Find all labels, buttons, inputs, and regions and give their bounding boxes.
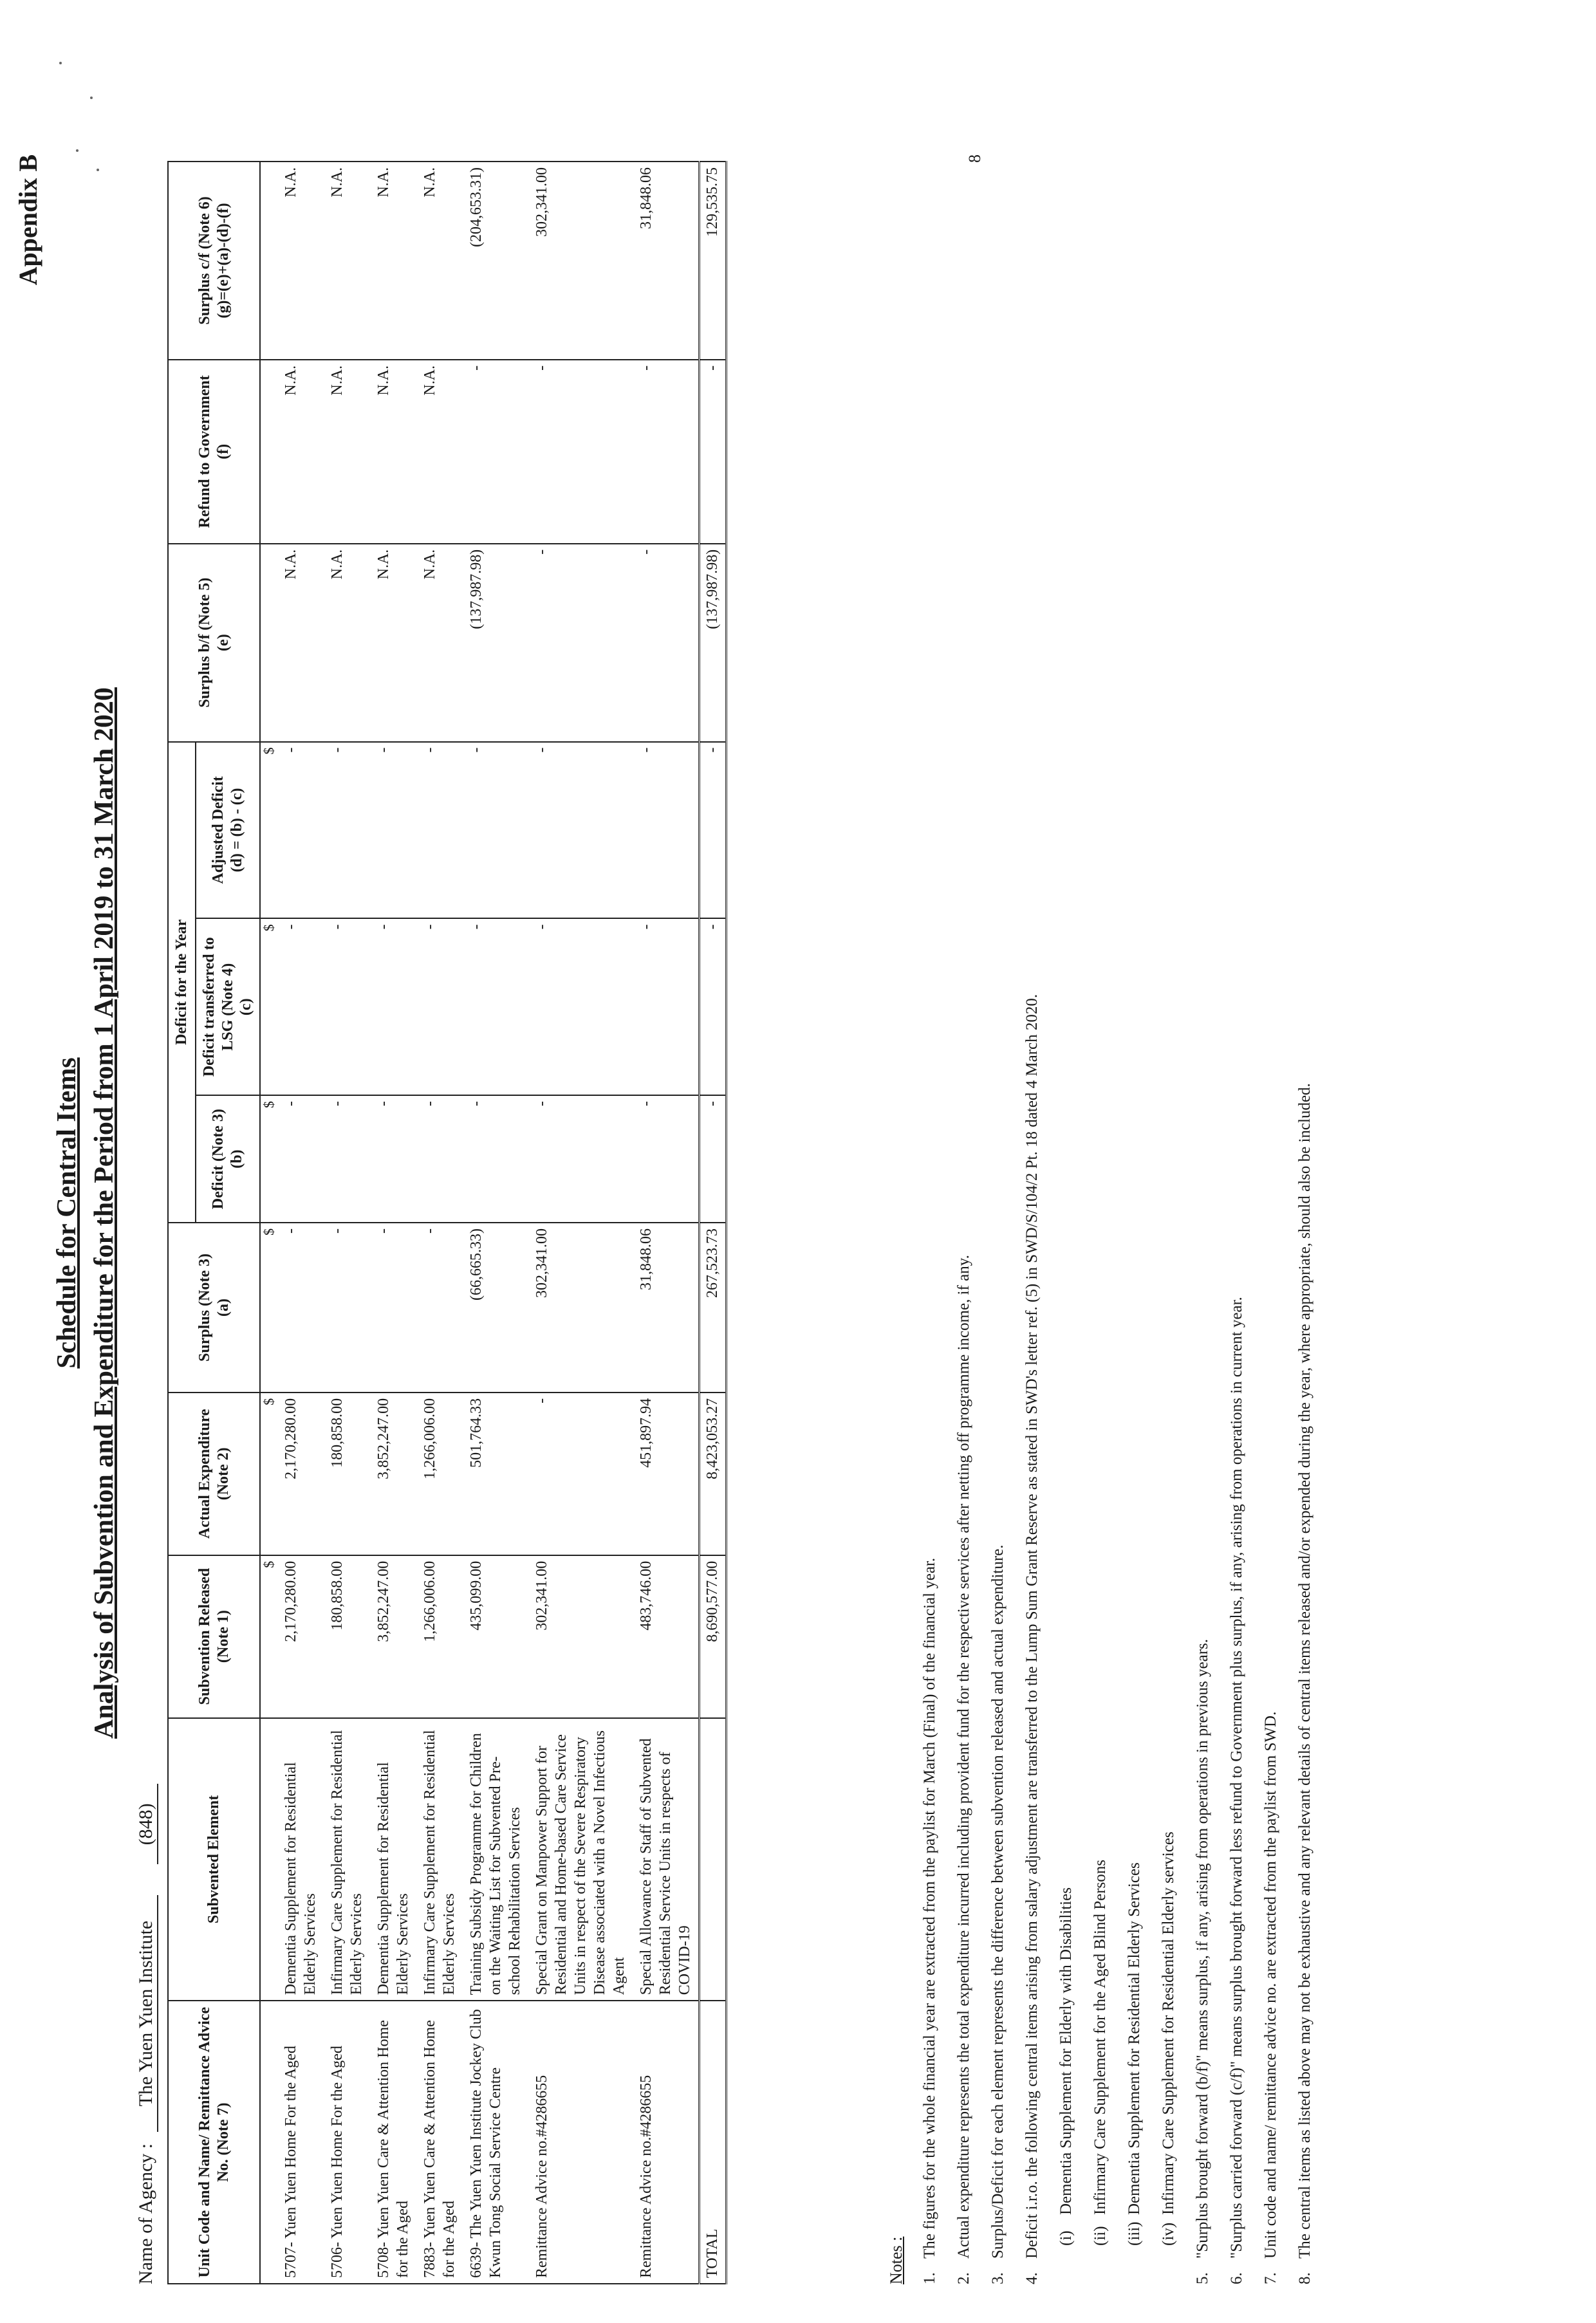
total-expenditure: 8,423,053.27	[700, 1393, 727, 1555]
notes-list	[922, 161, 1313, 2284]
note-subitem	[1160, 161, 1176, 2246]
note-item	[1024, 161, 1040, 2284]
cell-surplus-cf: (204,653.31)	[463, 162, 528, 360]
adjusted-code: (d) = (b) - (c)	[228, 788, 245, 873]
cell-surplus: 31,848.06	[633, 1223, 700, 1393]
note-item	[1297, 161, 1313, 2284]
note-item	[922, 161, 938, 2284]
deficit-label: Deficit (Note 3)	[210, 1109, 227, 1210]
surplus-label: Surplus (Note 3)	[196, 1253, 213, 1362]
scan-speck	[59, 62, 62, 64]
cell-adjusted: -	[277, 742, 324, 919]
empty-cell	[260, 360, 277, 544]
cell-unit: 5707- Yuen Yuen Home For the Aged	[277, 2001, 324, 2284]
document-header	[13, 103, 161, 2323]
agency-name: The Yuen Yuen Institute	[135, 1895, 158, 2133]
col-surplus-header	[168, 1223, 260, 1393]
cell-subvention: 483,746.00	[633, 1555, 700, 1718]
note-subitem-text: Dementia Supplement for Residential Elderly Services	[1126, 1862, 1143, 2215]
note-item-text: "Surplus brought forward (b/f)" means surplus, if any, arising from operations in previous years.	[1194, 1638, 1211, 2259]
cell-unit: Remittance Advice no.#4286655	[528, 2001, 633, 2284]
cell-expenditure: 1,266,006.00	[416, 1393, 463, 1555]
cell-refund: N.A.	[370, 360, 416, 544]
note-subitem-number: (ii)	[1091, 2226, 1109, 2246]
note-item-text: Actual expenditure represents the total expenditure incurred including provident fund for the respective services after netting off programme income, if any.	[955, 1255, 972, 2259]
cell-deficit: -	[370, 1095, 416, 1223]
rotated-page	[13, 103, 1339, 2323]
cell-transferred: -	[277, 918, 324, 1095]
surplus-cf-code: (g)=(e)+(a)-(d)-(f)	[214, 203, 232, 319]
note-item-number: 8.	[1296, 2272, 1313, 2284]
cell-element: Special Grant on Manpower Support for Residential and Home-based Care Service Units in respect of the Severe Respiratory Disease associated with a Novel Infectious Agent	[528, 1718, 633, 2001]
cell-adjusted: -	[463, 742, 528, 919]
cell-refund: N.A.	[277, 360, 324, 544]
cell-adjusted: -	[528, 742, 633, 919]
surplus-cf-label: Surplus c/f (Note 6)	[196, 196, 213, 325]
agency-label: Name of Agency :	[135, 2143, 156, 2284]
cell-adjusted: -	[324, 742, 370, 919]
note-item-number: 5.	[1194, 2272, 1211, 2284]
cell-deficit: -	[463, 1095, 528, 1223]
col-transferred-header	[196, 918, 260, 1095]
note-item	[956, 161, 972, 2284]
cell-adjusted: -	[370, 742, 416, 919]
cell-surplus-cf: 31,848.06	[633, 162, 700, 360]
transferred-label: Deficit transferred to LSG (Note 4)	[200, 937, 236, 1077]
cell-refund: -	[528, 360, 633, 544]
currency-symbol: $	[260, 1223, 277, 1393]
note-item-number: 7.	[1262, 2272, 1279, 2284]
cell-transferred: -	[463, 918, 528, 1095]
total-adjusted: -	[700, 742, 727, 919]
currency-row	[260, 162, 277, 2284]
table-row	[416, 162, 463, 2284]
col-deficit-header	[196, 1095, 260, 1223]
note-item-text: Deficit i.r.o. the following central items arising from salary adjustment are transferred to the Lump Sum Grant Reserve as stated in SWD's letter ref. (5) in SWD/S/104/2 Pt. 18 dated 4 March 2020.	[1023, 994, 1041, 2259]
cell-element: Special Allowance for Staff of Subvented Residential Service Units in respects of COVID-19	[633, 1718, 700, 2001]
transferred-code: (c)	[237, 998, 255, 1016]
cell-subvention: 302,341.00	[528, 1555, 633, 1718]
currency-symbol: $	[260, 742, 277, 919]
schedule-title: Schedule for Central Items	[52, 1057, 82, 1369]
col-element-header: Subvented Element	[168, 1718, 260, 2001]
cell-deficit: -	[528, 1095, 633, 1223]
col-subvention-header: Subvention Released (Note 1)	[168, 1555, 260, 1718]
note-subitem-number: (iv)	[1160, 2222, 1177, 2246]
note-item-text: Unit code and name/ remittance advice no. are extracted from the paylist from SWD.	[1262, 1711, 1279, 2259]
cell-transferred: -	[324, 918, 370, 1095]
note-subitem-text: Dementia Supplement for Elderly with Disabilities	[1057, 1887, 1075, 2215]
cell-subvention: 3,852,247.00	[370, 1555, 416, 1718]
col-refund-header	[168, 360, 260, 544]
table-row	[463, 162, 528, 2284]
total-refund: -	[700, 360, 727, 544]
table-body	[260, 162, 700, 2284]
note-subitem	[1126, 161, 1142, 2246]
cell-element: Dementia Supplement for Residential Elderly Services	[277, 1718, 324, 2001]
cell-unit: 5706- Yuen Yuen Home For the Aged	[324, 2001, 370, 2284]
cell-unit: 5708- Yuen Yuen Care & Attention Home for the Aged	[370, 2001, 416, 2284]
note-item-text: Surplus/Deficit for each element represents the difference between subvention released and actual expenditure.	[989, 1544, 1007, 2259]
empty-cell	[260, 2001, 277, 2284]
agency-code: (848)	[135, 1784, 158, 1864]
cell-transferred: -	[416, 918, 463, 1095]
cell-surplus-bf: -	[633, 544, 700, 742]
total-subvention: 8,690,577.00	[700, 1555, 727, 1718]
cell-expenditure: 3,852,247.00	[370, 1393, 416, 1555]
cell-unit: Remittance Advice no.#4286655	[633, 2001, 700, 2284]
refund-code: (f)	[214, 443, 232, 459]
deficit-group-header: Deficit for the Year	[168, 742, 196, 1223]
header-row-1	[168, 162, 196, 2284]
note-item-text: The figures for the whole financial year are extracted from the paylist for March (Final) of the financial year.	[921, 1557, 938, 2259]
col-surplus-bf-header	[168, 544, 260, 742]
cell-unit: 7883- Yuen Yuen Care & Attention Home for the Aged	[416, 2001, 463, 2284]
currency-symbol: $	[260, 1095, 277, 1223]
cell-surplus-bf: N.A.	[416, 544, 463, 742]
cell-surplus-cf: N.A.	[416, 162, 463, 360]
note-item-number: 6.	[1228, 2272, 1245, 2284]
cell-surplus: (66,665.33)	[463, 1223, 528, 1393]
note-item-number: 1.	[921, 2272, 938, 2284]
note-item-number: 2.	[955, 2272, 972, 2284]
total-surplus: 267,523.73	[700, 1223, 727, 1393]
cell-surplus: -	[277, 1223, 324, 1393]
cell-subvention: 435,099.00	[463, 1555, 528, 1718]
cell-surplus: -	[370, 1223, 416, 1393]
cell-surplus-bf: N.A.	[370, 544, 416, 742]
empty-cell	[260, 544, 277, 742]
note-subitem	[1058, 161, 1074, 2246]
cell-unit: 6639- The Yuen Yuen Institute Jockey Club Kwun Tong Social Service Centre	[463, 2001, 528, 2284]
surplus-bf-code: (e)	[214, 634, 232, 651]
cell-adjusted: -	[633, 742, 700, 919]
table-row	[370, 162, 416, 2284]
cell-subvention: 1,266,006.00	[416, 1555, 463, 1718]
col-surplus-cf-header	[168, 162, 260, 360]
total-transferred: -	[700, 918, 727, 1095]
note-subitem	[1092, 161, 1108, 2246]
page-number: 8	[965, 154, 984, 163]
col-unit-header: Unit Code and Name/ Remittance Advice No. (Note 7)	[168, 2001, 260, 2284]
cell-expenditure: 501,764.33	[463, 1393, 528, 1555]
note-item	[1194, 161, 1211, 2284]
cell-transferred: -	[370, 918, 416, 1095]
cell-surplus: 302,341.00	[528, 1223, 633, 1393]
table-row	[277, 162, 324, 2284]
notes-section	[888, 161, 1331, 2284]
cell-surplus-bf: N.A.	[277, 544, 324, 742]
total-row	[700, 162, 727, 2284]
cell-refund: -	[633, 360, 700, 544]
cell-subvention: 2,170,280.00	[277, 1555, 324, 1718]
currency-symbol: $	[260, 918, 277, 1095]
cell-surplus-bf: N.A.	[324, 544, 370, 742]
cell-deficit: -	[277, 1095, 324, 1223]
cell-surplus: -	[324, 1223, 370, 1393]
cell-surplus-cf: N.A.	[370, 162, 416, 360]
cell-deficit: -	[416, 1095, 463, 1223]
cell-refund: N.A.	[416, 360, 463, 544]
surplus-bf-label: Surplus b/f (Note 5)	[196, 577, 213, 708]
cell-expenditure: -	[528, 1393, 633, 1555]
empty-cell	[260, 162, 277, 360]
empty-cell	[260, 1718, 277, 2001]
schedule-table	[167, 161, 727, 2284]
cell-element: Training Subsidy Programme for Children on the Waiting List for Subvented Pre-school Rehabilitation Services	[463, 1718, 528, 2001]
note-item-text: "Surplus carried forward (c/f)" means surplus brought forward less refund to Government plus surplus, if any, arising from operations in current year.	[1228, 1297, 1245, 2259]
cell-expenditure: 2,170,280.00	[277, 1393, 324, 1555]
cell-expenditure: 451,897.94	[633, 1393, 700, 1555]
total-deficit: -	[700, 1095, 727, 1223]
note-subitem-text: Infirmary Care Supplement for Residential Elderly services	[1160, 1831, 1177, 2215]
cell-element: Infirmary Care Supplement for Residential Elderly Services	[416, 1718, 463, 2001]
cell-deficit: -	[633, 1095, 700, 1223]
scan-speck	[90, 97, 93, 99]
cell-surplus-bf: -	[528, 544, 633, 742]
cell-expenditure: 180,858.00	[324, 1393, 370, 1555]
surplus-code: (a)	[214, 1298, 232, 1317]
cell-surplus-cf: 302,341.00	[528, 162, 633, 360]
total-surplus-bf: (137,987.98)	[700, 544, 727, 742]
schedule-subtitle: Analysis of Subvention and Expenditure for the Period from 1 April 2019 to 31 March 2020	[89, 687, 119, 1739]
cell-surplus: -	[416, 1223, 463, 1393]
cell-refund: -	[463, 360, 528, 544]
table-row	[528, 162, 633, 2284]
currency-symbol: $	[260, 1555, 277, 1718]
note-item	[1263, 161, 1279, 2284]
cell-transferred: -	[528, 918, 633, 1095]
cell-adjusted: -	[416, 742, 463, 919]
agency-line	[135, 1784, 158, 2284]
cell-subvention: 180,858.00	[324, 1555, 370, 1718]
empty-cell	[700, 1718, 727, 2001]
cell-surplus-cf: N.A.	[324, 162, 370, 360]
notes-title: Notes :	[887, 2236, 905, 2284]
total-surplus-cf: 129,535.75	[700, 162, 727, 360]
note-item	[990, 161, 1006, 2284]
table-row	[324, 162, 370, 2284]
appendix-label: Appendix B	[14, 154, 42, 286]
deficit-code: (b)	[228, 1149, 245, 1169]
note-subitem-number: (i)	[1057, 2230, 1075, 2246]
currency-symbol: $	[260, 1393, 277, 1555]
note-item-number: 3.	[989, 2272, 1007, 2284]
table-row	[633, 162, 700, 2284]
cell-deficit: -	[324, 1095, 370, 1223]
note-item-text: The central items as listed above may not be exhaustive and any relevant details of central items released and/or expended during the year, where appropriate, should also be included.	[1296, 1083, 1313, 2259]
cell-transferred: -	[633, 918, 700, 1095]
note-subitem-text: Infirmary Care Supplement for the Aged Blind Persons	[1091, 1860, 1109, 2215]
total-label: TOTAL	[700, 2001, 727, 2284]
cell-refund: N.A.	[324, 360, 370, 544]
adjusted-label: Adjusted Deficit	[210, 776, 227, 884]
cell-surplus-bf: (137,987.98)	[463, 544, 528, 742]
note-subitem-number: (iii)	[1126, 2221, 1143, 2246]
note-item	[1229, 161, 1245, 2284]
cell-element: Infirmary Care Supplement for Residential Elderly Services	[324, 1718, 370, 2001]
cell-element: Dementia Supplement for Residential Elderly Services	[370, 1718, 416, 2001]
col-adjusted-header	[196, 742, 260, 919]
col-expenditure-header: Actual Expenditure (Note 2)	[168, 1393, 260, 1555]
refund-label: Refund to Government	[196, 375, 213, 528]
note-item-number: 4.	[1023, 2272, 1041, 2284]
cell-surplus-cf: N.A.	[277, 162, 324, 360]
